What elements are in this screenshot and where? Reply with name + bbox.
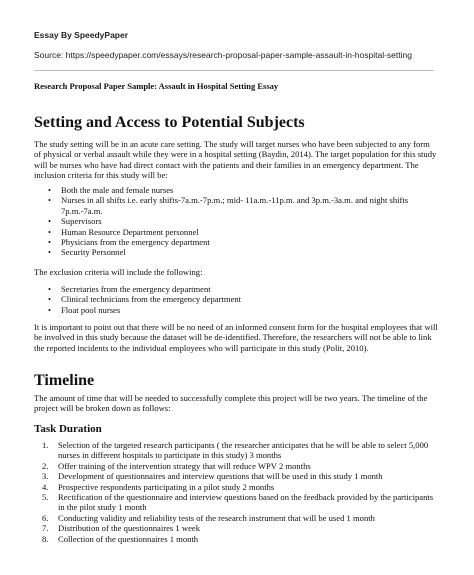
timeline-intro-paragraph: The amount of time that will be needed to successfully complete this project will be two years. The timeline of the project will be broken down as follows: xyxy=(34,393,428,414)
header-divider xyxy=(34,70,434,71)
list-item: 2. Offer training of the intervention strategy that will reduce WPV 2 months xyxy=(42,460,311,471)
section-heading-timeline: Timeline xyxy=(34,372,95,389)
setting-intro-paragraph: The study setting will be in an acute care setting. The study will target nurses who have been subjected to any form of physical or verbal assault while they were in a hospital setting (Baydin, 2014). The target population for this study will be nurses who have had direct contact with the patients and their families in an emergency department. The inclusion criteria for this study will be: xyxy=(34,139,437,181)
task-list xyxy=(34,440,439,544)
list-item: 6. Conducting validity and reliability tests of the research instrument that will be used 1 month xyxy=(42,512,375,523)
list-item: • Supervisors xyxy=(48,216,440,226)
list-item: 3. Development of questionnaires and interview questions that will be used in this study 1 month xyxy=(42,471,383,482)
task-duration-heading: Task Duration xyxy=(34,423,102,435)
section-heading-setting: Setting and Access to Potential Subjects xyxy=(34,114,305,131)
list-item: 5. Rectification of the questionnaire and interview questions based on the feedback provided by the participants in the pilot study 1 month xyxy=(42,492,434,513)
list-item: • Physicians from the emergency department xyxy=(48,237,440,247)
list-item: • Human Resource Department personnel xyxy=(48,227,440,237)
list-item: • Both the male and female nurses xyxy=(48,185,440,195)
list-item: 1. Selection of the targeted research participants ( the researcher anticipates that he will be able to select 5,000 nurses in different hospitals to participate in this study) 3 months xyxy=(42,440,429,461)
list-item: 4. Prospective respondents participating in a pilot study 2 months xyxy=(42,481,275,492)
list-item: • Clinical technicians from the emergency department xyxy=(48,294,440,304)
list-item: 8. Collection of the questionnaires 1 month xyxy=(42,533,199,544)
list-item: • Secretaries from the emergency department xyxy=(48,284,440,294)
source-url: Source: https://speedypaper.com/essays/research-proposal-paper-sample-assault-in-hospital-setting xyxy=(34,50,412,60)
list-item: 7. Distribution of the questionnaires 1 week xyxy=(42,523,201,534)
list-item: • Nurses in all shifts i.e. early shifts-7a.m.-7p.m.; mid- 11a.m.-11p.m. and 3p.m.-3a.m. and night shifts 7p.m.-7a.m. xyxy=(48,195,440,216)
essay-author-header: Essay By SpeedyPaper xyxy=(34,30,129,40)
inclusion-criteria-list xyxy=(48,185,440,258)
exclusion-intro: The exclusion criteria will include the following: xyxy=(34,267,203,277)
consent-paragraph: It is important to point out that there will be no need of an informed consent form for the hospital employees that will be involved in this study because the dataset will be de-identified. Therefore, the researchers will not be able to link the reported incidents to the individual employees who will participate in this study (Polit, 2010). xyxy=(34,322,438,353)
exclusion-criteria-list xyxy=(48,284,440,315)
list-item: • Float pool nurses xyxy=(48,305,440,315)
list-item: • Security Personnel xyxy=(48,247,440,257)
document-title: Research Proposal Paper Sample: Assault in Hospital Setting Essay xyxy=(34,81,279,91)
